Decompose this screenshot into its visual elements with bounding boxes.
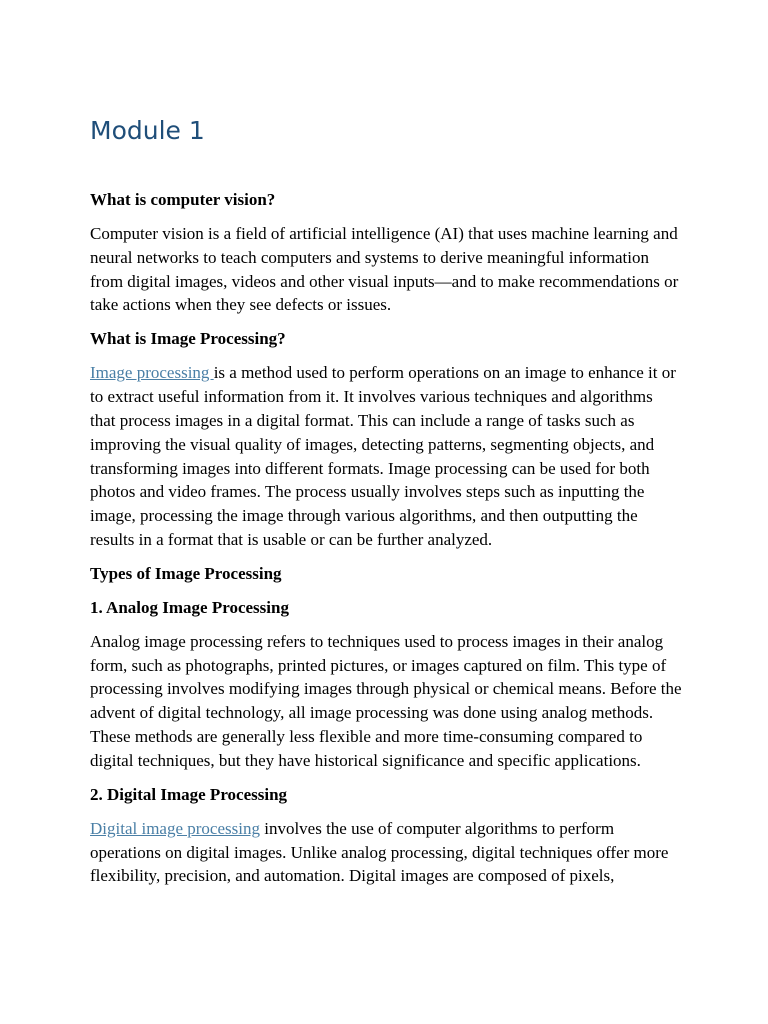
page-title: Module 1 — [90, 116, 205, 145]
heading-image-processing: What is Image Processing? — [90, 329, 286, 349]
digital-image-processing-text: involves the use of computer algorithms to perform operations on digital images. Unlike analog processing, digital techniques offer more flexibility, precision, and automation. Digital images are composed of pixels, — [90, 818, 669, 886]
image-processing-link[interactable]: Image processing — [90, 363, 214, 383]
document-body — [90, 188, 682, 898]
digital-image-processing-link[interactable]: Digital image processing — [90, 818, 260, 838]
heading-digital: 2. Digital Image Processing — [90, 784, 288, 804]
image-processing-text: is a method used to perform operations on an image to enhance it or to extract useful information from it. It involves various techniques and algorithms that process images in a digital format. This can include a range of tasks such as improving the visual quality of images, detecting patterns, segmenting objects, and transforming images into different formats. Image processing can be used for both photos and video frames. The process usually involves steps such as inputting the image, processing the image through various algorithms, and then outputting the results in a format that is usable or can be further analyzed. — [90, 363, 676, 549]
paragraph-analog: Analog image processing refers to techniques used to process images in their analog form, such as photographs, printed pictures, or images captured on film. This type of processing involves modifying images through physical or chemical means. Before the advent of digital technology, all image processing was done using analog methods. These methods are generally less flexible and more time-consuming compared to digital techniques, but they have historical significance and specific applications. — [90, 631, 682, 770]
heading-analog: 1. Analog Image Processing — [90, 597, 289, 617]
paragraph-digital — [90, 817, 682, 888]
paragraph-image-processing — [90, 361, 682, 551]
heading-computer-vision: What is computer vision? — [90, 190, 276, 209]
heading-types: Types of Image Processing — [90, 563, 282, 583]
paragraph-computer-vision: Computer vision is a field of artificial intelligence (AI) that uses machine learning and neural networks to teach computers and systems to derive meaningful information from digital images, videos and other visual inputs—and to make recommendations or take actions when they see defects or issues. — [90, 223, 679, 315]
